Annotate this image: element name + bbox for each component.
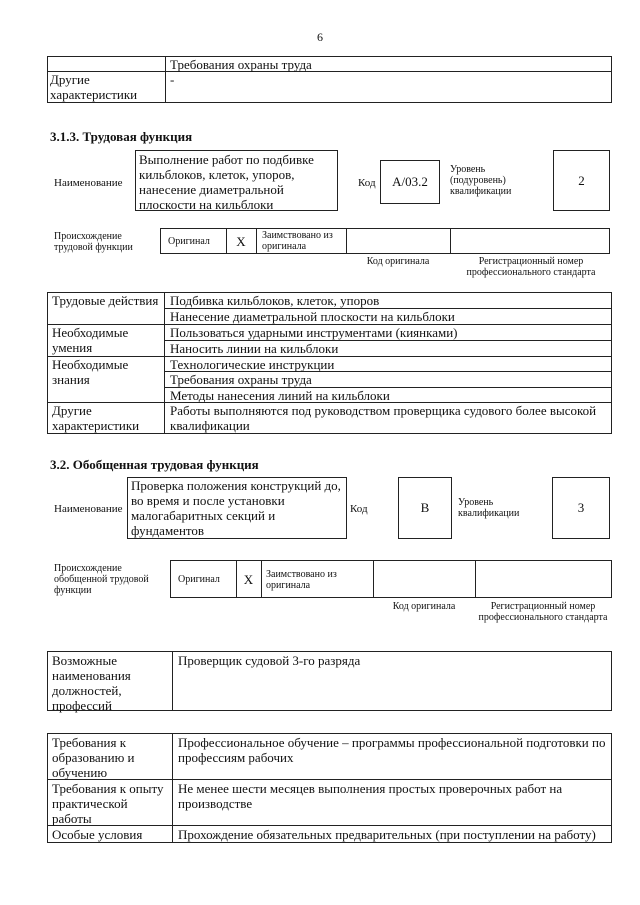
s313-row-item: Методы нанесения линий на кильблоки — [170, 388, 390, 403]
s313-row-item: Технологические инструкции — [170, 357, 335, 372]
s32-code-original-label: Код оригинала — [392, 601, 456, 612]
s313-code-original-label: Код оригинала — [366, 256, 430, 267]
s32-original-label: Оригинал — [178, 574, 220, 585]
s313-code-value: А/03.2 — [392, 174, 428, 189]
s313-original-mark: X — [236, 234, 246, 249]
s32-level-label: Уровень квалификации — [458, 497, 520, 519]
s32-level-value: 3 — [577, 500, 585, 515]
s313-row-label: Необходимые знания — [52, 357, 129, 387]
s32-req-label: Особые условия — [52, 827, 143, 842]
section-heading-32: 3.2. Обобщенная трудовая функция — [50, 457, 259, 472]
s32-original-mark: X — [243, 572, 254, 587]
s313-origin-label: Происхождение трудовой функции — [54, 231, 133, 253]
s313-reg-number-label: Регистрационный номер профессионального стандарта — [466, 256, 596, 278]
section-heading-313: 3.1.3. Трудовая функция — [50, 129, 193, 144]
s313-row-item: Пользоваться ударными инструментами (киянками) — [170, 325, 458, 340]
s32-positions-label: Возможные наименования должностей, профессий — [52, 653, 131, 713]
s32-borrowed-label: Заимствовано из оригинала — [266, 569, 337, 591]
top-table-row2-label: Другие характеристики — [50, 72, 138, 102]
s313-original-label: Оригинал — [168, 236, 210, 247]
s32-req-value: Не менее шести месяцев выполнения простых проверочных работ на производстве — [178, 781, 563, 811]
top-table-row1-value: Требования охраны труда — [170, 57, 312, 72]
s32-req-label: Требования к образованию и обучению — [52, 735, 135, 780]
page-number: 6 — [317, 30, 323, 44]
s313-level-value: 2 — [578, 173, 585, 188]
s32-name-label: Наименование — [54, 503, 123, 515]
s32-req-label: Требования к опыту практической работы — [52, 781, 164, 826]
s32-code-value: В — [420, 500, 430, 515]
s313-name-value: Выполнение работ по подбивке кильблоков, клеток, упоров, нанесение диаметральной плоскости на кильблоки — [139, 152, 314, 212]
s32-reg-number-label: Регистрационный номер профессионального стандарта — [478, 601, 608, 623]
s313-name-label: Наименование — [54, 177, 123, 189]
s313-row-label: Другие характеристики — [52, 403, 140, 433]
s313-code-label: Код — [358, 177, 376, 189]
s32-req-value: Профессиональное обучение – программы профессиональной подготовки по профессиям рабочих — [178, 735, 606, 765]
s313-row-label: Необходимые умения — [52, 325, 129, 355]
s313-borrowed-label: Заимствовано из оригинала — [262, 230, 333, 252]
s313-row-item: Требования охраны труда — [170, 372, 312, 387]
top-table-row2-value: - — [170, 72, 175, 87]
s32-origin-label: Происхождение обобщенной трудовой функции — [54, 563, 149, 596]
s32-name-value: Проверка положения конструкций до, во время и после установки малогабаритных секций и фундаментов — [131, 478, 341, 538]
s313-row-item: Нанесение диаметральной плоскости на кильблоки — [170, 309, 455, 324]
s32-code-label: Код — [350, 503, 368, 515]
s313-row-label: Трудовые действия — [52, 293, 159, 308]
s313-row-item: Наносить линии на кильблоки — [170, 341, 339, 356]
s313-row-item: Подбивка кильблоков, клеток, упоров — [170, 293, 380, 308]
s32-positions-value: Проверщик судовой 3-го разряда — [178, 653, 361, 668]
s313-level-label: Уровень (подуровень) квалификации — [450, 164, 512, 197]
s32-req-value: Прохождение обязательных предварительных (при поступлении на работу) — [178, 827, 596, 842]
s313-row-item: Работы выполняются под руководством проверщика судового более высокой квалификации — [170, 403, 597, 433]
